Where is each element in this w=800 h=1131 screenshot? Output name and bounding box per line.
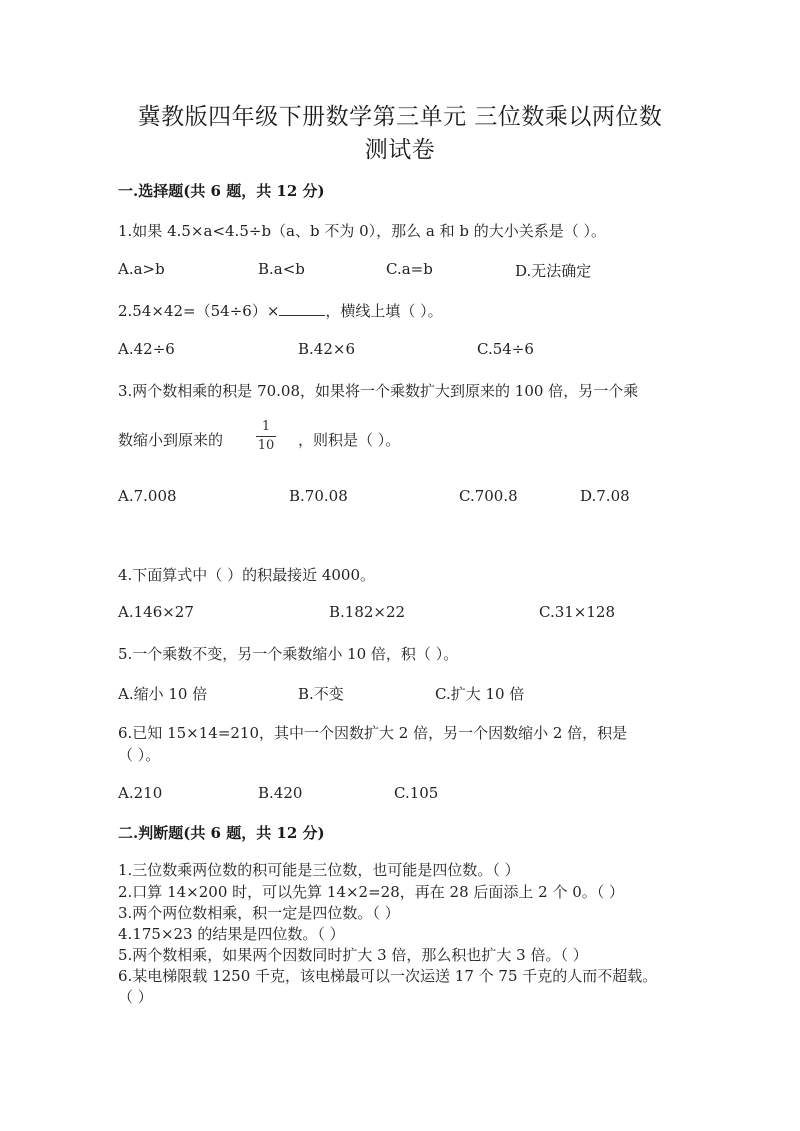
question-3-text-line1: 3.两个数相乘的积是 70.08，如果将一个乘数扩大到原来的 100 倍，另一个乘 — [118, 382, 639, 400]
question-6-option-c: C.105 — [394, 784, 439, 802]
question-5-text: 5.一个乘数不变，另一个乘数缩小 10 倍，积（ ）。 — [118, 645, 459, 663]
question-1-option-c: C.a=b — [386, 260, 433, 278]
question-1-option-a: A.a>b — [118, 260, 165, 278]
question-2-text-before: 2.54×42=（54÷6）× — [118, 302, 280, 320]
question-3-option-b: B.70.08 — [289, 487, 348, 505]
question-3-text-line2-after: ，则积是（ ）。 — [298, 431, 401, 449]
question-6-option-a: A.210 — [118, 784, 163, 802]
question-3-option-c: C.700.8 — [459, 487, 518, 505]
fraction-numerator: 1 — [261, 419, 271, 434]
question-4-text: 4.下面算式中（ ）的积最接近 4000。 — [118, 566, 376, 584]
question-6-text-line1: 6.已知 15×14=210，其中一个因数扩大 2 倍，另一个因数缩小 2 倍，积是 — [118, 724, 628, 742]
question-6-option-b: B.420 — [258, 784, 303, 802]
question-5-option-a: A.缩小 10 倍 — [118, 685, 208, 703]
question-1-option-b: B.a<b — [258, 260, 305, 278]
question-4-option-b: B.182×22 — [329, 603, 406, 621]
judgement-item-3: 3.两个两位数相乘，积一定是四位数。（ ） — [118, 904, 400, 922]
question-2-option-b: B.42×6 — [298, 340, 355, 358]
question-6-text-line2: （ ）。 — [118, 746, 161, 764]
question-1-option-d: D.无法确定 — [515, 262, 592, 280]
fraction-bar — [256, 436, 276, 437]
question-2-text — [118, 300, 443, 321]
question-2-option-c: C.54÷6 — [477, 340, 534, 358]
question-2-text-after: ，横线上填（ ）。 — [325, 302, 443, 320]
section-heading-judgement: 二.判断题(共 6 题，共 12 分) — [118, 824, 325, 842]
judgement-item-6-answer: （ ） — [118, 988, 153, 1006]
question-4-option-c: C.31×128 — [539, 603, 615, 621]
judgement-item-5: 5.两个数相乘，如果两个因数同时扩大 3 倍，那么积也扩大 3 倍。（ ） — [118, 946, 588, 964]
question-4-option-a: A.146×27 — [118, 603, 194, 621]
question-1-text: 1.如果 4.5×a<4.5÷b（a、b 不为 0），那么 a 和 b 的大小关系是（ ）。 — [118, 222, 607, 240]
question-2-option-a: A.42÷6 — [118, 340, 175, 358]
judgement-item-4: 4.175×23 的结果是四位数。（ ） — [118, 925, 345, 943]
judgement-item-1: 1.三位数乘两位数的积可能是三位数，也可能是四位数。（ ） — [118, 861, 520, 879]
question-5-option-c: C.扩大 10 倍 — [435, 685, 525, 703]
section-heading-choice: 一.选择题(共 6 题，共 12 分) — [118, 182, 325, 200]
question-3-fraction — [254, 420, 278, 453]
judgement-item-2: 2.口算 14×200 时，可以先算 14×2=28，再在 28 后面添上 2 个 0。（ ） — [118, 883, 625, 901]
fraction-denominator: 10 — [257, 438, 275, 453]
question-3-option-a: A.7.008 — [118, 487, 177, 505]
judgement-item-6: 6.某电梯限载 1250 千克，该电梯最可以一次运送 17 个 75 千克的人而不超载。 — [118, 967, 658, 985]
question-3-option-d: D.7.08 — [580, 487, 630, 505]
page-title-line2: 测试卷 — [364, 137, 436, 163]
question-2-blank-line — [279, 303, 325, 316]
question-3-text-line2-before: 数缩小到原来的 — [118, 431, 224, 449]
question-5-option-b: B.不变 — [298, 685, 344, 703]
page-title-line1: 冀教版四年级下册数学第三单元 三位数乘以两位数 — [137, 104, 663, 130]
